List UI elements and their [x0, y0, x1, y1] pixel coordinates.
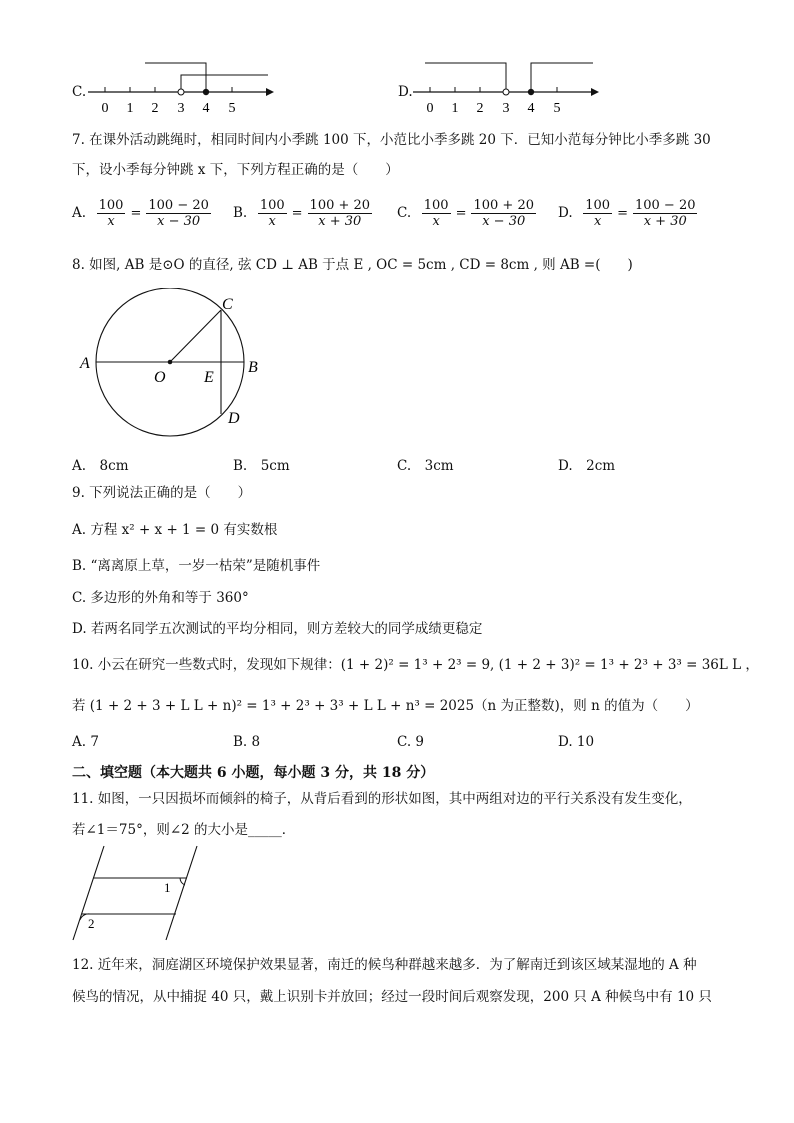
angle-1-label: 1	[164, 880, 171, 895]
q8-option-d: D. 2cm	[558, 458, 616, 474]
q10-option-b: B. 8	[233, 734, 261, 750]
point-a-label: A	[80, 355, 90, 372]
tick-1: 1	[451, 101, 459, 116]
tick-1: 1	[126, 101, 134, 116]
tick-5: 5	[228, 101, 236, 116]
q9-option-b: B. “离离原上草，一岁一枯荣”是随机事件	[72, 558, 321, 574]
point-d-label: D	[228, 410, 240, 427]
tick-0: 0	[101, 101, 109, 116]
q7-option-c: C. $\frac{100}{x}$ = $\frac{100 + 20}{x - 30}$	[397, 198, 534, 229]
point-e-label: E	[204, 369, 214, 386]
q9-option-d: D. 若两名同学五次测试的平均分相同，则方差较大的同学成绩更稳定	[72, 621, 483, 637]
q8-option-b: B. 5cm	[233, 458, 290, 474]
q7-option-b: B. $\frac{100}{x}$ = $\frac{100 + 20}{x + 30}$	[233, 198, 371, 229]
q12-line1: 12. 近年来，洞庭湖区环境保护效果显著，南迁的候鸟种群越来越多．为了解南迁到该区域某湿地的 A 种	[72, 957, 697, 973]
tick-0: 0	[426, 101, 434, 116]
tick-2: 2	[151, 101, 159, 116]
q6-option-d-label: D.	[398, 84, 413, 100]
q8-option-c: C. 3cm	[397, 458, 454, 474]
q7-stem-line1: 7. 在课外活动跳绳时，相同时间内小季跳 100 下，小范比小季多跳 20 下．已知小范每分钟比小季多跳 30	[72, 132, 711, 148]
point-c-label: C	[222, 296, 233, 313]
q10-option-c: C. 9	[397, 734, 425, 750]
q10-option-d: D. 10	[558, 734, 595, 750]
tick-2: 2	[476, 101, 484, 116]
q6-option-c-number-line	[88, 58, 278, 118]
point-b-label: B	[248, 359, 258, 376]
q11-chair-diagram	[70, 844, 230, 944]
q10-option-a: A. 7	[72, 734, 99, 750]
q10-line1: 10. 小云在研究一些数式时，发现如下规律：(1 + 2)² = 1³ + 2³ = 9, (1 + 2 + 3)² = 1³ + 2³ + 3³ = 36L L ，	[72, 657, 759, 673]
q12-line2: 候鸟的情况，从中捕捉 40 只，戴上识别卡并放回；经过一段时间后观察发现，200 只 A 种候鸟中有 10 只	[72, 989, 712, 1005]
q11-line2: 若∠1＝75°，则∠2 的大小是_____．	[72, 822, 296, 838]
tick-5: 5	[553, 101, 561, 116]
q7-stem-line2: 下，设小季每分钟跳 x 下，下列方程正确的是（ ）	[72, 162, 399, 178]
q10-line2: 若 (1 + 2 + 3 + L L + n)² = 1³ + 2³ + 3³ + L L + n³ = 2025（n 为正整数)，则 n 的值为（ ）	[72, 698, 699, 714]
q6-option-d-number-line	[413, 58, 603, 118]
point-o-label: O	[154, 369, 166, 386]
q9-option-a: A. 方程 x² + x + 1 = 0 有实数根	[72, 522, 278, 538]
q8-option-a: A. 8cm	[72, 458, 129, 474]
q9-option-c: C. 多边形的外角和等于 360°	[72, 590, 249, 606]
tick-3: 3	[502, 101, 510, 116]
q7-option-d: D. $\frac{100}{x}$ = $\frac{100 - 20}{x + 30}$	[558, 198, 696, 229]
q9-stem: 9. 下列说法正确的是（ ）	[72, 485, 252, 501]
q6-option-c-label: C.	[72, 84, 87, 100]
section-2-title: 二、填空题（本大题共 6 小题，每小题 3 分，共 18 分）	[72, 765, 435, 781]
tick-3: 3	[177, 101, 185, 116]
tick-4: 4	[527, 101, 535, 116]
q11-line1: 11. 如图，一只因损坏而倾斜的椅子，从背后看到的形状如图，其中两组对边的平行关系没有发生变化，	[72, 791, 692, 807]
tick-4: 4	[202, 101, 210, 116]
q8-stem: 8. 如图, AB 是⊙O 的直径, 弦 CD ⊥ AB 于点 E , OC = 5cm , CD = 8cm , 则 AB =( )	[72, 257, 633, 273]
q8-circle-diagram	[74, 288, 274, 438]
angle-2-label: 2	[88, 916, 95, 931]
q7-option-a: A. $\frac{100}{x}$ = $\frac{100 - 20}{x - 30}$	[72, 198, 209, 229]
